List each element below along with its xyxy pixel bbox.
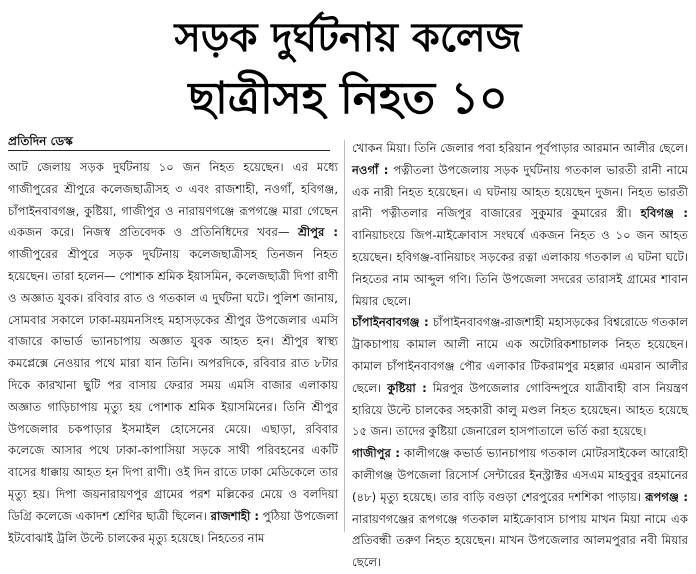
- location-label-kushtia: কুষ্টিয়া :: [387, 380, 427, 395]
- article-paragraph: [8, 157, 338, 549]
- byline: প্রতিদিন ডেস্ক: [8, 134, 73, 148]
- article-text: পুঠিয়া উপজেলা ইটবোঝাই ট্রলি উল্টে চালকের মৃত্যু হয়েছে। নিহতের নাম: [8, 508, 338, 545]
- headline-line-1: সড়ক দুর্ঘটনায় কলেজ: [174, 15, 522, 61]
- column-divider: [344, 140, 345, 532]
- article-text: খোকন মিয়া। তিনি জেলার পবা হরিয়ান পূর্বপাড়ার আরমান আলীর ছেলে।: [352, 141, 688, 155]
- byline-rule: [8, 150, 330, 151]
- article-paragraph: [352, 138, 688, 312]
- location-label-rupganj: রূপগঞ্জ :: [645, 489, 689, 504]
- article-text: মিরপুর উপজেলার গোবিন্দপুরে যাত্রীবাহী বাস নিয়ন্ত্রণ হারিয়ে উল্টে চালকের সহকারী কালু মণ্ডল নিহত হয়েছেন। আহত হয়েছে ১৫ জন। তাদের কুষ্টিয়া জেনারেল হাসপাতালে ভর্তি করা হয়েছে।: [352, 380, 688, 439]
- headline-line-2: ছাত্রীসহ নিহত ১০: [188, 73, 508, 124]
- article-text: আট জেলায় সড়ক দুর্ঘটনায় ১০ জন নিহত হয়েছেন। এর মধ্যে গাজীপুরের শ্রীপুরে কলেজছাত্রীসহ ৩ এবং রাজশাহী, নওগাঁ, হবিগঞ্জ, চাঁপাইনবাবগঞ্জ, কুষ্টিয়া, গাজীপুর ও নারায়ণগঞ্জে রূপগঞ্জে মারা গেছেন একজন করে। নিজস্ব প্রতিবেদক ও প্রতিনিধিদের খবর—: [8, 160, 338, 240]
- location-label-sreepur: শ্রীপুর :: [298, 225, 338, 240]
- article-paragraph: [352, 312, 688, 443]
- article-text: গাজীপুরের শ্রীপুরে সড়ক দুর্ঘটনায় কলেজছাত্রীসহ তিনজন নিহত হয়েছেন। তারা হলেন— পোশাক শ্রমিক ইয়াসমিন, কলেজছাত্রী দিপা রাণী ও অজ্ঞাত যুবক। রবিবার রাত ও গতকাল এ দুর্ঘটনা ঘটে। পুলিশ জানায়, সোমবার সকালে ঢাকা-ময়মনসিংহ মহাসড়কের শ্রীপুর উপজেলার এমসি বাজারে কাভার্ড ভ্যানচাপায় অজ্ঞাত যুবক আহত হন। শ্রীপুর স্বাস্থ্য কমপ্লেক্সে নেওয়ার পথে মারা যান তিনি। অপরদিকে, রবিবার রাত ৮টার দিকে কারখানা ছুটি পর বাসায় ফেরার সময় এমসি বাজার এলাকায় অজ্ঞাত গাড়িচাপায় মৃত্যু হয় পোশাক শ্রমিক ইয়াসমিনের। তিনি শ্রীপুর উপজেলার চকপাড়ার ইসমাইল হোসেনের মেয়ে। এছাড়া, রবিবার কলেজে আসার পথে ঢাকা-কাপাসিয়া সড়কে সাথী পরিবহনের একটি বাসের ধাক্কায় আহত হন দিপা রাণী। ওই দিন রাতে ঢাকা মেডিকেলে তার মৃত্যু হয়। দিপা জয়নারায়ণপুর গ্রামের পরশ মল্লিকের মেয়ে ও বলদিয়া ডিগ্রি কলেজে একাদশ শ্রেণির ছাত্রী ছিলেন।: [8, 247, 338, 523]
- article-column-left: [8, 157, 338, 545]
- article-text: পত্নীতলা উপজেলায় সড়ক দুর্ঘটনায় গতকাল ভারতী রানী নামে এক নারী নিহত হয়েছেন। এ ঘটনায় আহত হয়েছেন দুজন। নিহত ভারতী রানী পত্নীতলার নজিপুর বাজারের সুকুমার কুমারের স্ত্রী।: [352, 162, 688, 221]
- article-paragraph: [352, 443, 688, 574]
- location-label-habiganj: হবিগঞ্জ :: [640, 206, 688, 221]
- article-text: কালীগঞ্জে কভার্ড ভ্যানচাপায় গতকাল মোটরসাইকেল আরোহী কালীগঞ্জ উপজেলা রিসোর্স সেন্টারের ইনস্ট্রাক্টর এসএম মাহবুবুর রহমানের (৪৮) মৃত্যু হয়েছে। তার বাড়ি বগুড়া শেরপুরের দশশিকা পাড়ায়।: [352, 446, 688, 504]
- location-label-gazipur: গাজীপুর :: [352, 446, 400, 461]
- article-text: বানিয়াচংয়ে জিপ-মাইক্রোবাস সংঘর্ষে একজন নিহত ও ১০ জন আহত হয়েছেন। হবিগঞ্জ-বানিয়াচং সড়কের রত্না এলাকায় গতকাল এ ঘটনা ঘটে। নিহতের নাম আব্দুল গণি। তিনি উপজেলা সদরের তারাসই গ্রামের শাবান মিয়ার ছেলে।: [352, 228, 688, 308]
- article-column-right: [352, 138, 689, 570]
- article-text: চাঁপাইনবাবগঞ্জ-রাজশাহী মহাসড়কের বিশ্বরোডে গতকাল ট্রাকচাপায় কামাল আলী নামে এক অটোরিকশাচালক নিহত হয়েছেন। কামাল চাঁপাইনবাবগঞ্জ পৌর এলাকার টিকরামপুর মহল্লার এমরান আলীর ছেলে।: [352, 315, 689, 395]
- location-label-rajshahi: রাজশাহী :: [210, 508, 260, 523]
- location-label-naogaon: নওগাঁ :: [352, 162, 389, 177]
- location-label-chapainawabganj: চাঁপাইনবাবগঞ্জ :: [352, 315, 429, 330]
- article-text: নারায়ণগঞ্জের রূপগঞ্জে গতকাল মাইক্রোবাস চাপায় মাখন মিয়া নামে এক প্রতিবন্ধী তরুণ নিহত হয়েছেন। মাখন উপজেলার আলমপুরার নবী মিয়ার ছেলে।: [352, 511, 688, 570]
